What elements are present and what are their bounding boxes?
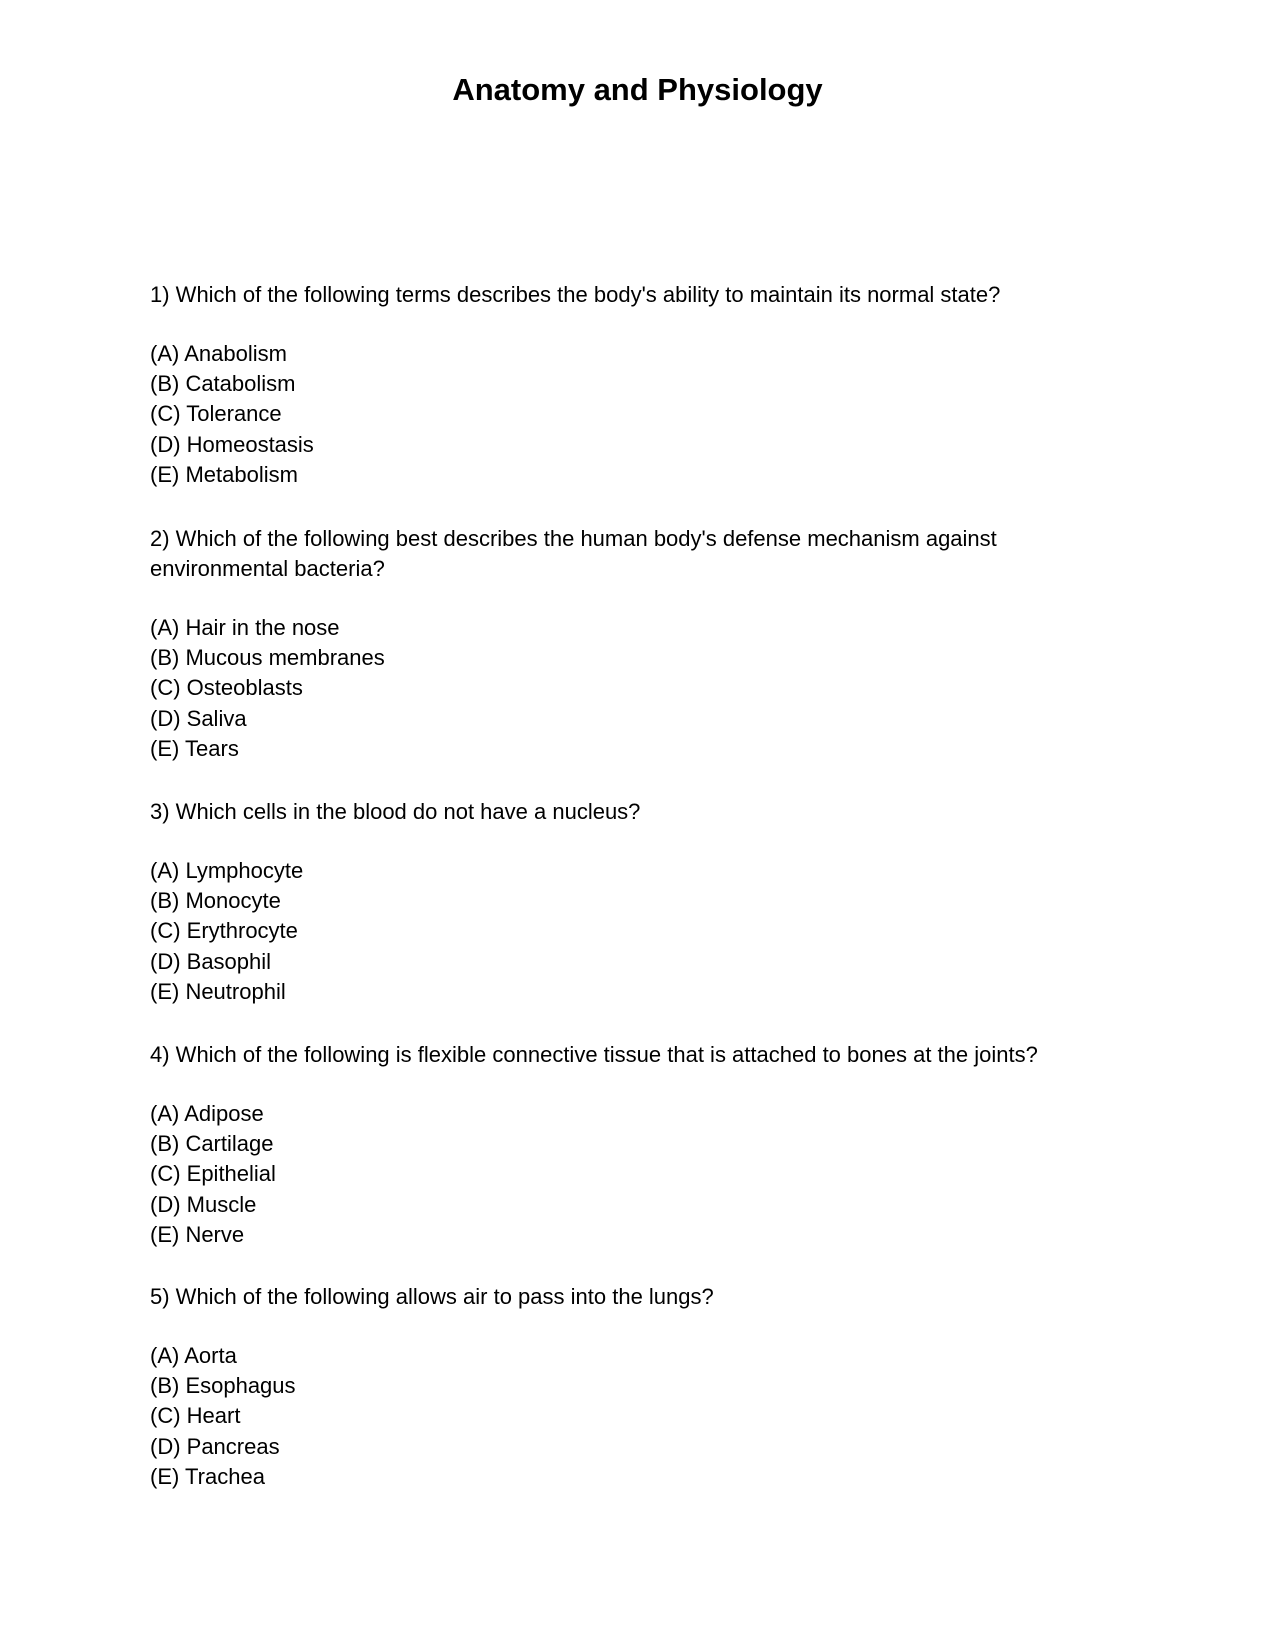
option-a: (A) Lymphocyte	[150, 858, 304, 883]
question-text-line-2: environmental bacteria?	[150, 556, 385, 581]
option-list	[150, 613, 1110, 764]
question-text: 5) Which of the following allows air to pass into the lungs?	[150, 1284, 714, 1309]
question-text: 3) Which cells in the blood do not have a nucleus?	[150, 799, 641, 824]
question-2	[150, 524, 1110, 764]
option-c: (C) Heart	[150, 1403, 241, 1429]
question-text: 4) Which of the following is flexible connective tissue that is attached to bones at the joints?	[150, 1042, 1038, 1067]
option-a: (A) Aorta	[150, 1343, 237, 1368]
option-b: (B) Cartilage	[150, 1131, 274, 1157]
option-d: (D) Pancreas	[150, 1433, 280, 1459]
question-4	[150, 1040, 1110, 1250]
page-title: Anatomy and Physiology	[452, 72, 823, 107]
option-list	[150, 856, 1110, 1007]
option-d: (D) Muscle	[150, 1191, 257, 1217]
option-list	[150, 339, 1110, 490]
option-d: (D) Saliva	[150, 705, 247, 731]
option-e: (E) Nerve	[150, 1221, 245, 1247]
option-a: (A) Anabolism	[150, 341, 287, 366]
option-d: (D) Homeostasis	[150, 431, 314, 457]
question-3	[150, 797, 1110, 1007]
option-e: (E) Tears	[150, 735, 239, 761]
option-c: (C) Erythrocyte	[150, 918, 298, 944]
option-a: (A) Hair in the nose	[150, 615, 340, 640]
option-e: (E) Trachea	[150, 1463, 265, 1489]
question-1	[150, 280, 1110, 490]
option-a: (A) Adipose	[150, 1101, 264, 1126]
option-b: (B) Mucous membranes	[150, 645, 385, 671]
option-b: (B) Catabolism	[150, 371, 296, 397]
question-5	[150, 1282, 1110, 1492]
question-text-line-1: 2) Which of the following best describes the human body's defense mechanism against	[150, 526, 997, 551]
option-list	[150, 1341, 1110, 1492]
option-c: (C) Osteoblasts	[150, 675, 303, 701]
option-b: (B) Esophagus	[150, 1373, 296, 1399]
option-c: (C) Epithelial	[150, 1161, 276, 1187]
option-b: (B) Monocyte	[150, 888, 281, 914]
option-e: (E) Metabolism	[150, 461, 298, 487]
option-c: (C) Tolerance	[150, 401, 282, 427]
option-e: (E) Neutrophil	[150, 978, 286, 1004]
option-d: (D) Basophil	[150, 948, 272, 974]
option-list	[150, 1099, 1110, 1250]
question-text	[150, 524, 1110, 584]
question-text: 1) Which of the following terms describes the body's ability to maintain its normal state?	[150, 282, 1001, 307]
